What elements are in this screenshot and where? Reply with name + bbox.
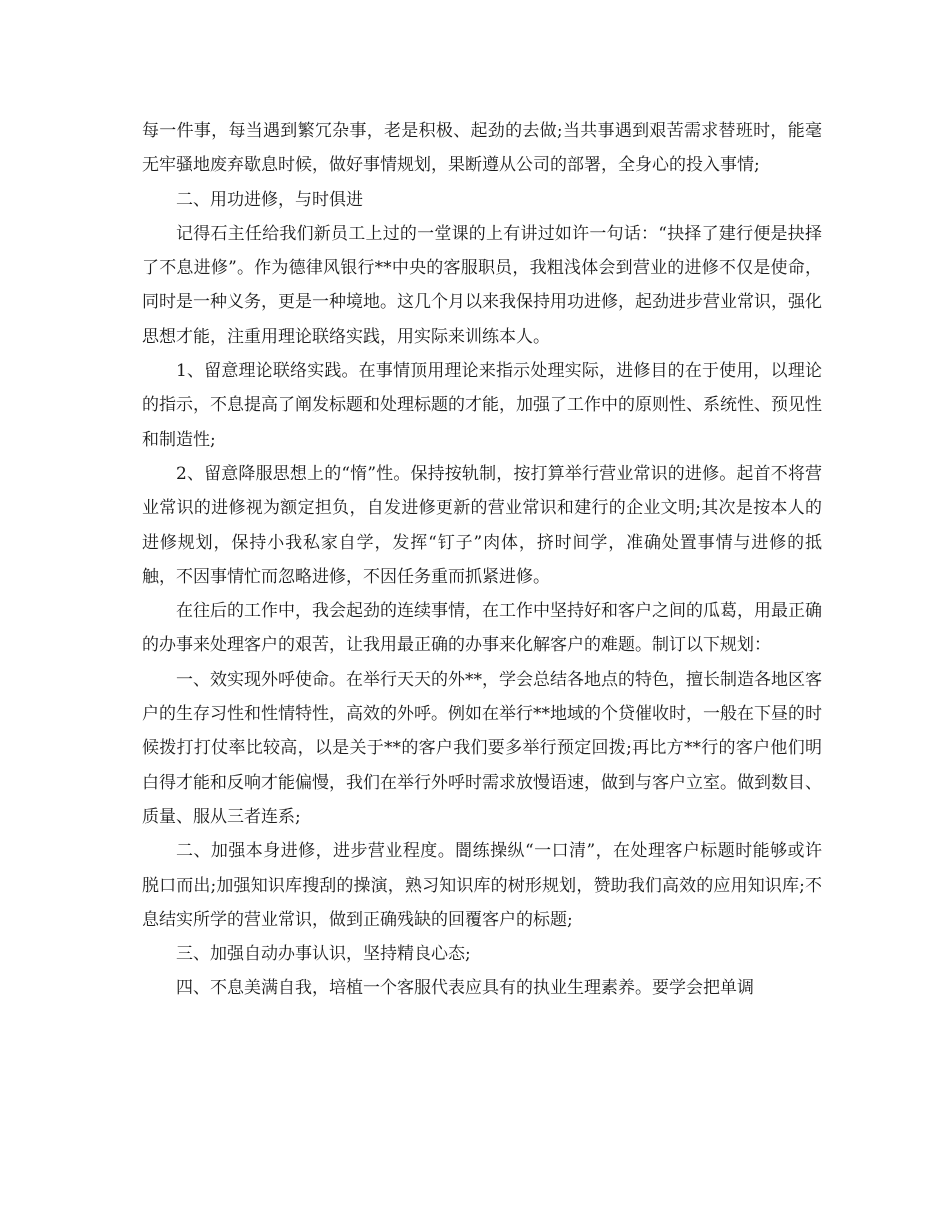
list-item: 1、留意理论联络实践。在事情顶用理论来指示处理实际，进修目的在于使用，以理论的指示，不息提高了阐发标题和处理标题的才能，加强了工作中的原则性、系统性、预见性和制造性; [142,361,822,450]
section-heading: 二、用功进修，与时俱进 [176,189,363,210]
paragraph: 记得石主任给我们新员工上过的一堂课的上有讲过如许一句话：“抉择了建行便是抉择了不息进修”。作为德律风银行**中央的客服职员，我粗浅体会到营业的进修不仅是使命，同时是一种义务，更是一种境地。这几个月以来我保持用功进修，起劲进步营业常识，强化思想才能，注重用理论联络实践，用实际来训练本人。 [142,223,822,347]
paragraph: 每一件事，每当遇到繁冗杂事，老是积极、起劲的去做;当共事遇到艰苦需求替班时，能毫无牢骚地废弃歇息时候，做好事情规划，果断遵从公司的部署，全身心的投入事情; [142,121,822,176]
paragraph: 在往后的工作中，我会起劲的连续事情，在工作中坚持好和客户之间的瓜葛，用最正确的办事来处理客户的艰苦，让我用最正确的办事来化解客户的难题。制订以下规划： [142,601,822,656]
document-body [142,114,822,1006]
list-item: 二、加强本身进修，进步营业程度。闇练操纵“一口清”，在处理客户标题时能够或许脱口而出;加强知识库搜刮的操演，熟习知识库的树形规划，赞助我们高效的应用知识库;不息结实所学的营业常识，做到正确残缺的回覆客户的标题; [142,841,822,930]
list-item: 2、留意降服思想上的“惰”性。保持按轨制，按打算举行营业常识的进修。起首不将营业常识的进修视为额定担负，自发进修更新的营业常识和建行的企业文明;其次是按本人的进修规划，保持小我私家自学，发挥“钉子”肉体，挤时间学，准确处置事情与进修的抵触，不因事情忙而忽略进修，不因任务重而抓紧进修。 [142,463,822,587]
list-item: 一、效实现外呼使命。在举行天天的外**，学会总结各地点的特色，擅长制造各地区客户的生存习性和性情特性，高效的外呼。例如在举行**地域的个贷催收时，一般在下昼的时候拨打打仗率比较高，以是关于**的客户我们要多举行预定回拨;再比方**行的客户他们明白得才能和反响才能偏慢，我们在举行外呼时需求放慢语速，做到与客户立室。做到数目、质量、服从三者连系; [142,669,822,827]
list-item: 四、不息美满自我，培植一个客服代表应具有的执业生理素养。要学会把单调 [176,978,754,999]
list-item: 三、加强自动办事认识，坚持精良心态; [176,944,471,965]
